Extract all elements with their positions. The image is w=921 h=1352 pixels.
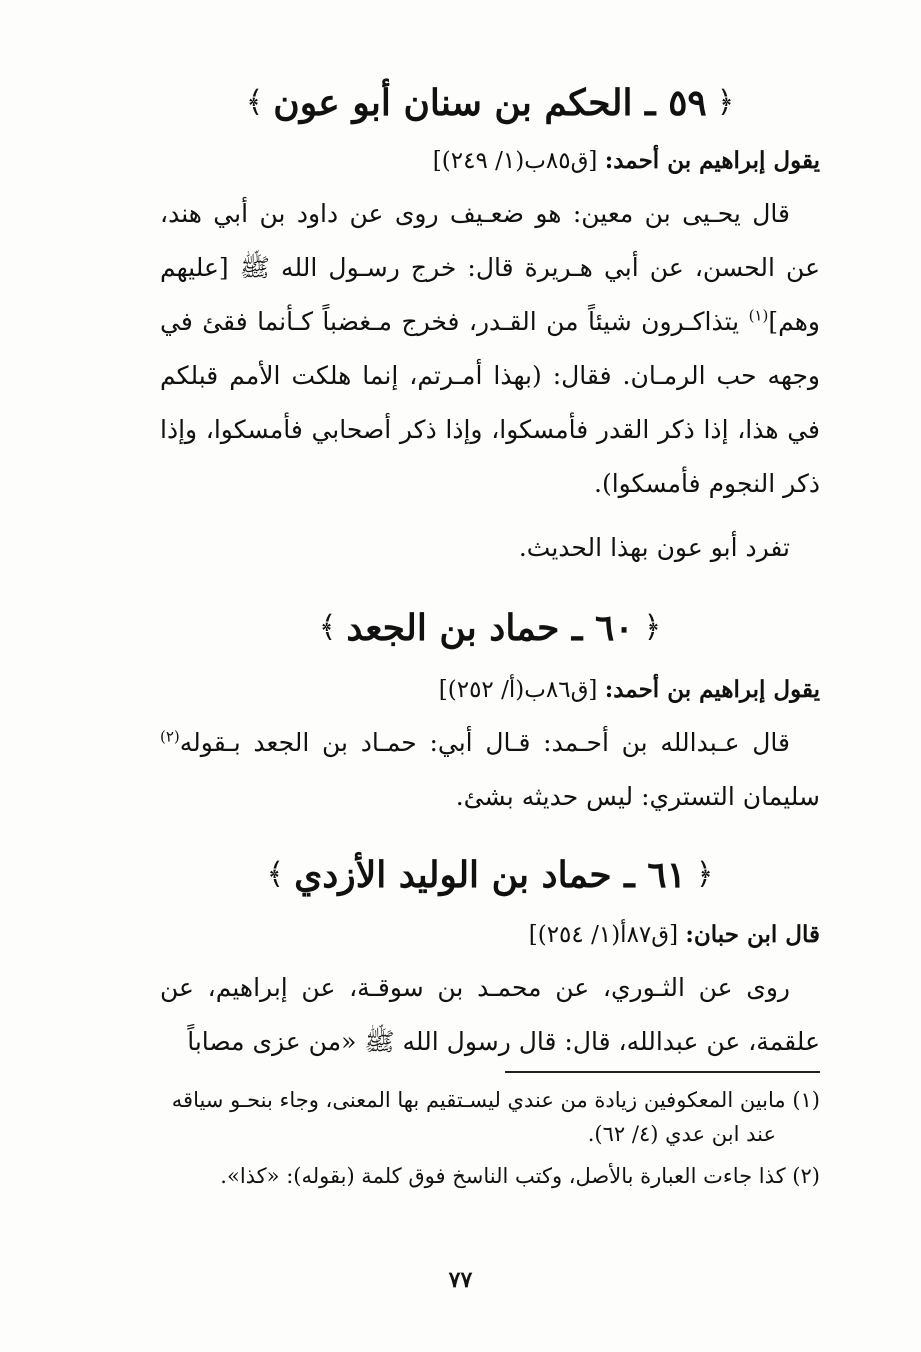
ornament-close: ﴾ [245, 85, 264, 121]
ornament-close: ﴾ [266, 857, 285, 893]
entry-title: ٦١ ـ حماد بن الوليد الأزدي [294, 853, 686, 896]
footnote-separator [505, 1071, 820, 1073]
manuscript-reference: [ق٨٦ب(أ/ ٢٥٢)] [438, 676, 598, 703]
paragraph-text: قال عـبدالله بن أحـمد: قـال أبي: حمـاد بن الجعد بـقوله [179, 727, 790, 757]
source-line [160, 674, 820, 706]
ornament-open: ﴿ [643, 610, 662, 646]
entry-paragraph [160, 716, 820, 824]
footnote [160, 1159, 820, 1193]
footnote-text: (٢) كذا جاءت العبارة بالأصل، وكتب الناسخ فوق كلمة (بقوله): «كذا». [220, 1164, 820, 1188]
ornament-close: ﴾ [318, 610, 337, 646]
entry-paragraph [160, 187, 820, 511]
entry-note: تفرد أبو عون بهذا الحديث. [518, 532, 790, 562]
entry-heading [160, 80, 820, 127]
page-number: ٧٧ [448, 1267, 473, 1293]
entry-title: ٥٩ ـ الحكم بن سنان أبو عون [273, 82, 707, 124]
page-body [160, 80, 820, 1069]
source-line [160, 919, 820, 951]
manuscript-reference: [ق٨٧أ(١/ ٢٥٤)] [528, 921, 679, 948]
source-speaker: يقول إبراهيم بن أحمد: [604, 146, 820, 174]
paragraph-text: سليمان التستري: ليس حديثه بشئ. [455, 781, 820, 811]
entry-title: ٦٠ ـ حماد بن الجعد [346, 606, 634, 649]
footnotes [160, 1083, 820, 1201]
entry-heading [160, 852, 820, 899]
paragraph-text: يتذاكـرون شيئاً من القـدر، فخرج مـغضباً كـأنما فقئ في وجهه حب الرمـان. فقال: (بهذا أمـرتم، إنما هلكت الأمم قبلكم في هذا، إذا ذكر القدر فأمسكوا، وإذا ذكر أصحابي فأمسكوا، وإذا ذكر النجوم فأمسكوا). [160, 306, 820, 498]
ornament-open: ﴿ [695, 857, 714, 893]
paragraph-text: قال يحـيى بن معين: هو ضعـيف روى عن داود بن أبي هند، عن الحسن، عن أبي هـريرة قال: خرج رسـول الله ﷺ [عليهم وهم] [160, 198, 820, 336]
entry-paragraph: روى عن الثـوري، عن محمـد بن سوقـة، عن إبراهيم، عن علقمة، عن عبدالله، قال: قال رسول الله ﷺ «من عزى مصاباً [160, 972, 820, 1056]
source-line [160, 145, 820, 177]
manuscript-reference: [ق٨٥ب(١/ ٢٤٩)] [432, 147, 598, 174]
footnote-marker: (١) [748, 306, 769, 325]
footnote [160, 1083, 820, 1151]
source-speaker: يقول إبراهيم بن أحمد: [604, 675, 820, 703]
footnote-marker: (٢) [160, 727, 180, 746]
source-speaker: قال ابن حبان: [685, 920, 820, 948]
footnote-text: (١) مابين المعكوفين زيادة من عندي ليسـتقيم بها المعنى، وجاء بنحـو سياقه عند ابن عدي (٤/ ٦٢). [171, 1088, 820, 1146]
ornament-open: ﴿ [716, 85, 735, 121]
entry-heading [160, 605, 820, 652]
